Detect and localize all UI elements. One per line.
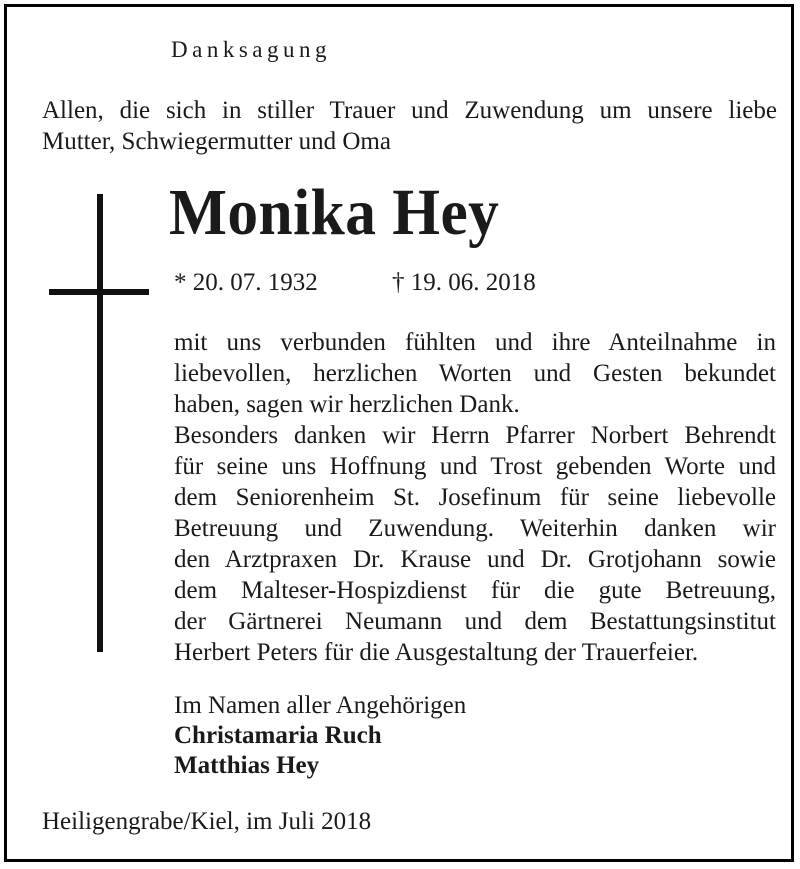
thanks-line: dem Malteser-Hospizdienst für die gute Betreuung, <box>174 577 776 604</box>
life-dates <box>174 269 536 297</box>
signoff-text: Im Namen aller Angehörigen <box>174 692 467 719</box>
place-date: Heiligengrabe/Kiel, im Juli 2018 <box>42 808 372 835</box>
thanks-line: mit uns verbunden fühlten und ihre Anteilnahme in <box>174 329 776 356</box>
intro-text <box>42 95 777 157</box>
thanks-line: den Arztpraxen Dr. Krause und Dr. Grotjohann sowie <box>174 546 776 573</box>
notice-heading: Danksagung <box>171 37 331 62</box>
thanks-line: Betreuung und Zuwendung. Weiterhin danken wir <box>174 515 776 542</box>
thanks-line: haben, sagen wir herzlichen Dank. <box>174 391 520 418</box>
signature-block <box>174 691 466 781</box>
thanks-line: der Gärtnerei Neumann und dem Bestattungsinstitut <box>174 608 776 635</box>
thanks-text <box>174 327 776 668</box>
obituary-notice <box>4 4 794 862</box>
thanks-line: liebevollen, herzlichen Worten und Gesten bekundet <box>174 360 776 387</box>
intro-line: Mutter, Schwiegermutter und Oma <box>42 128 391 155</box>
signer-name: Matthias Hey <box>174 752 320 779</box>
birth-date: * 20. 07. 1932 <box>174 269 318 296</box>
thanks-line: Besonders danken wir Herrn Pfarrer Norbert Behrendt <box>174 422 776 449</box>
thanks-line: dem Seniorenheim St. Josefinum für seine liebevolle <box>174 484 776 511</box>
thanks-line: für seine uns Hoffnung und Trost gebenden Worte und <box>174 453 776 480</box>
cross-icon <box>97 194 103 652</box>
death-date: † 19. 06. 2018 <box>392 269 536 296</box>
deceased-name: Monika Hey <box>169 176 500 249</box>
cross-icon-bar <box>49 289 149 295</box>
intro-line: Allen, die sich in stiller Trauer und Zuwendung um unsere liebe <box>42 97 777 124</box>
signer-name: Christamaria Ruch <box>174 722 382 749</box>
thanks-line: Herbert Peters für die Ausgestaltung der Trauerfeier. <box>174 639 699 666</box>
